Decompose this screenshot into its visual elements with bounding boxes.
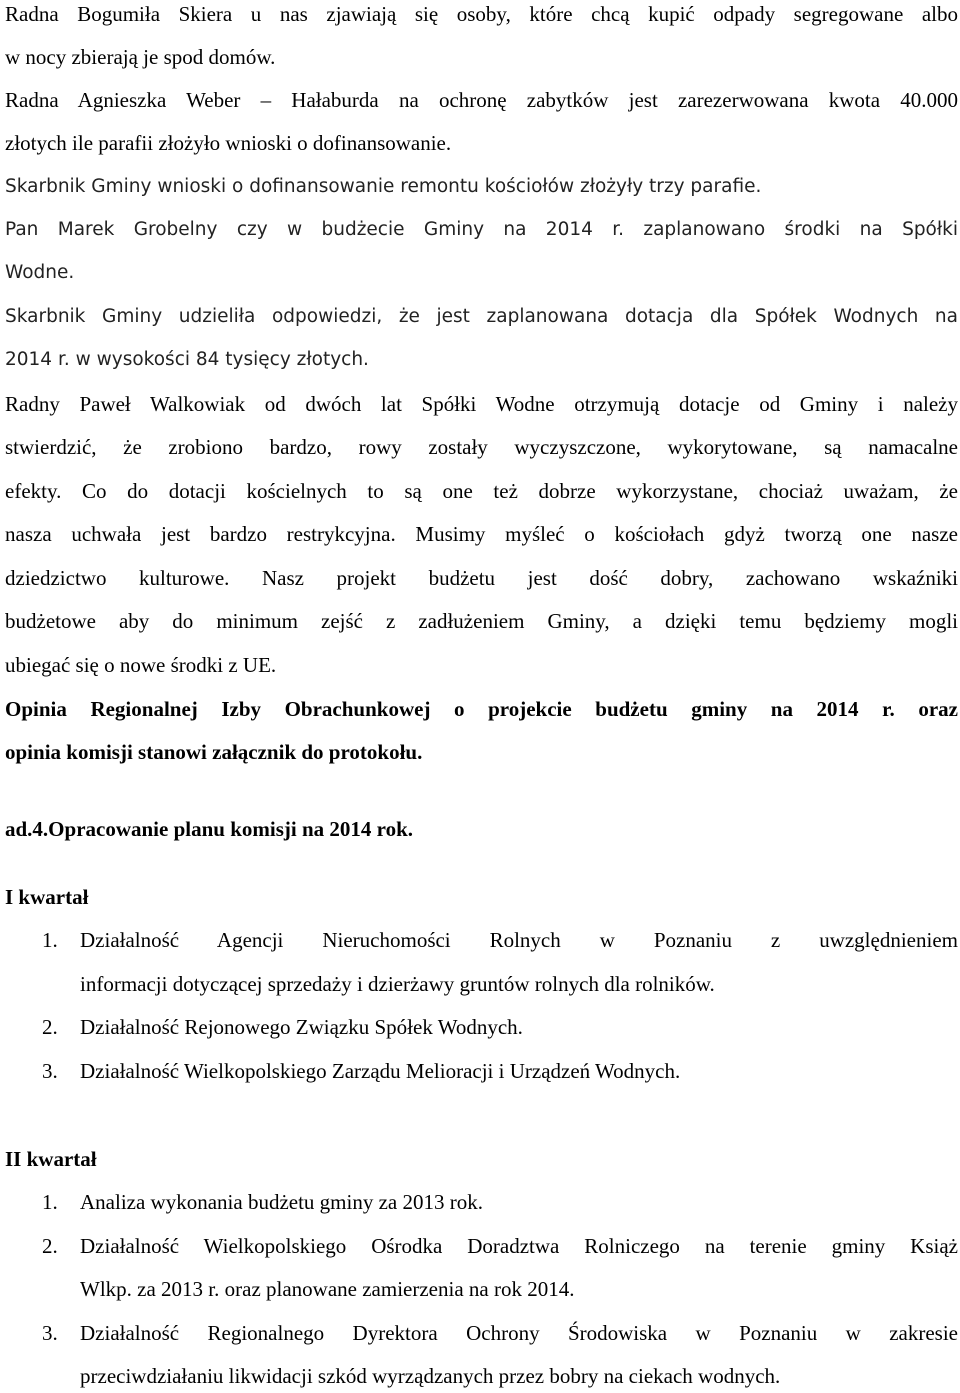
- opinion-line: Opinia Regionalnej Izby Obrachunkowej o projekcie budżetu gminy na 2014 r. oraz: [5, 697, 958, 721]
- paragraph-line: Radna Bogumiła Skiera u nas zjawiają się osoby, które chcą kupić odpady segregowane albo: [5, 2, 958, 26]
- paragraph-line: Wodne.: [5, 262, 75, 283]
- paragraph-line: Skarbnik Gminy wnioski o dofinansowanie remontu kościołów złożyły trzy parafie.: [5, 176, 762, 197]
- list-text: Działalność Regionalnego Dyrektora Ochrony Środowiska w Poznaniu w zakresie: [80, 1321, 958, 1345]
- list-number: 3.: [42, 1059, 58, 1083]
- paragraph-line: Radna Agnieszka Weber – Hałaburda na ochronę zabytków jest zarezerwowana kwota 40.000: [5, 88, 958, 112]
- paragraph-line: dziedzictwo kulturowe. Nasz projekt budżetu jest dość dobry, zachowano wskaźniki: [5, 566, 958, 590]
- opinion-line: opinia komisji stanowi załącznik do protokołu.: [5, 740, 423, 764]
- list-item: [5, 926, 958, 956]
- list-number: 3.: [42, 1321, 58, 1345]
- list-number: 1.: [42, 1190, 58, 1214]
- list-text: Działalność Rejonowego Związku Spółek Wodnych.: [80, 1015, 523, 1039]
- list-number: 1.: [42, 928, 58, 952]
- paragraph-line: nasza uchwała jest bardzo restrykcyjna. Musimy myśleć o kościołach gdyż tworzą one nasze: [5, 522, 958, 546]
- paragraph-line: 2014 r. w wysokości 84 tysięcy złotych.: [5, 349, 369, 370]
- list-text: Działalność Agencji Nieruchomości Rolnych w Poznaniu z uwzględnieniem: [80, 928, 958, 952]
- list-item: [5, 1319, 958, 1349]
- section-heading: ad.4.Opracowanie planu komisji na 2014 rok.: [5, 817, 414, 841]
- list-item: [5, 1057, 958, 1087]
- paragraph-line: efekty. Co do dotacji kościelnych to są one też dobrze wykorzystane, chociaż uważam, że: [5, 479, 958, 503]
- list-item-continuation: Wlkp. za 2013 r. oraz planowane zamierzenia na rok 2014.: [80, 1277, 575, 1301]
- list-item: [5, 1188, 958, 1218]
- list-text: Działalność Wielkopolskiego Ośrodka Doradztwa Rolniczego na terenie gminy Książ: [80, 1234, 958, 1258]
- paragraph-line: złotych ile parafii złożyło wnioski o dofinansowanie.: [5, 131, 452, 155]
- paragraph-line: w nocy zbierają je spod domów.: [5, 45, 276, 69]
- paragraph-line: Radny Paweł Walkowiak od dwóch lat Spółki Wodne otrzymują dotacje od Gminy i należy: [5, 392, 958, 416]
- list-text: Działalność Wielkopolskiego Zarządu Melioracji i Urządzeń Wodnych.: [80, 1059, 681, 1083]
- paragraph-line: ubiegać się o nowe środki z UE.: [5, 653, 277, 677]
- paragraph-line: stwierdzić, że zrobiono bardzo, rowy zostały wyczyszczone, wykorytowane, są namacalne: [5, 435, 958, 459]
- list-number: 2.: [42, 1234, 58, 1258]
- list-item-continuation: przeciwdziałaniu likwidacji szkód wyrządzanych przez bobry na ciekach wodnych.: [80, 1364, 781, 1388]
- quarter-heading: I kwartał: [5, 885, 89, 909]
- paragraph-line: Pan Marek Grobelny czy w budżecie Gminy na 2014 r. zaplanowano środki na Spółki: [5, 219, 958, 240]
- paragraph-line: budżetowe aby do minimum zejść z zadłużeniem Gminy, a dzięki temu będziemy mogli: [5, 609, 958, 633]
- paragraph-line: Skarbnik Gminy udzieliła odpowiedzi, że jest zaplanowana dotacja dla Spółek Wodnych na: [5, 306, 958, 327]
- quarter-heading: II kwartał: [5, 1147, 97, 1171]
- list-number: 2.: [42, 1015, 58, 1039]
- list-item: [5, 1232, 958, 1262]
- list-text: Analiza wykonania budżetu gminy za 2013 rok.: [80, 1190, 483, 1214]
- list-item: [5, 1013, 958, 1043]
- list-item-continuation: informacji dotyczącej sprzedaży i dzierżawy gruntów rolnych dla rolników.: [80, 972, 715, 996]
